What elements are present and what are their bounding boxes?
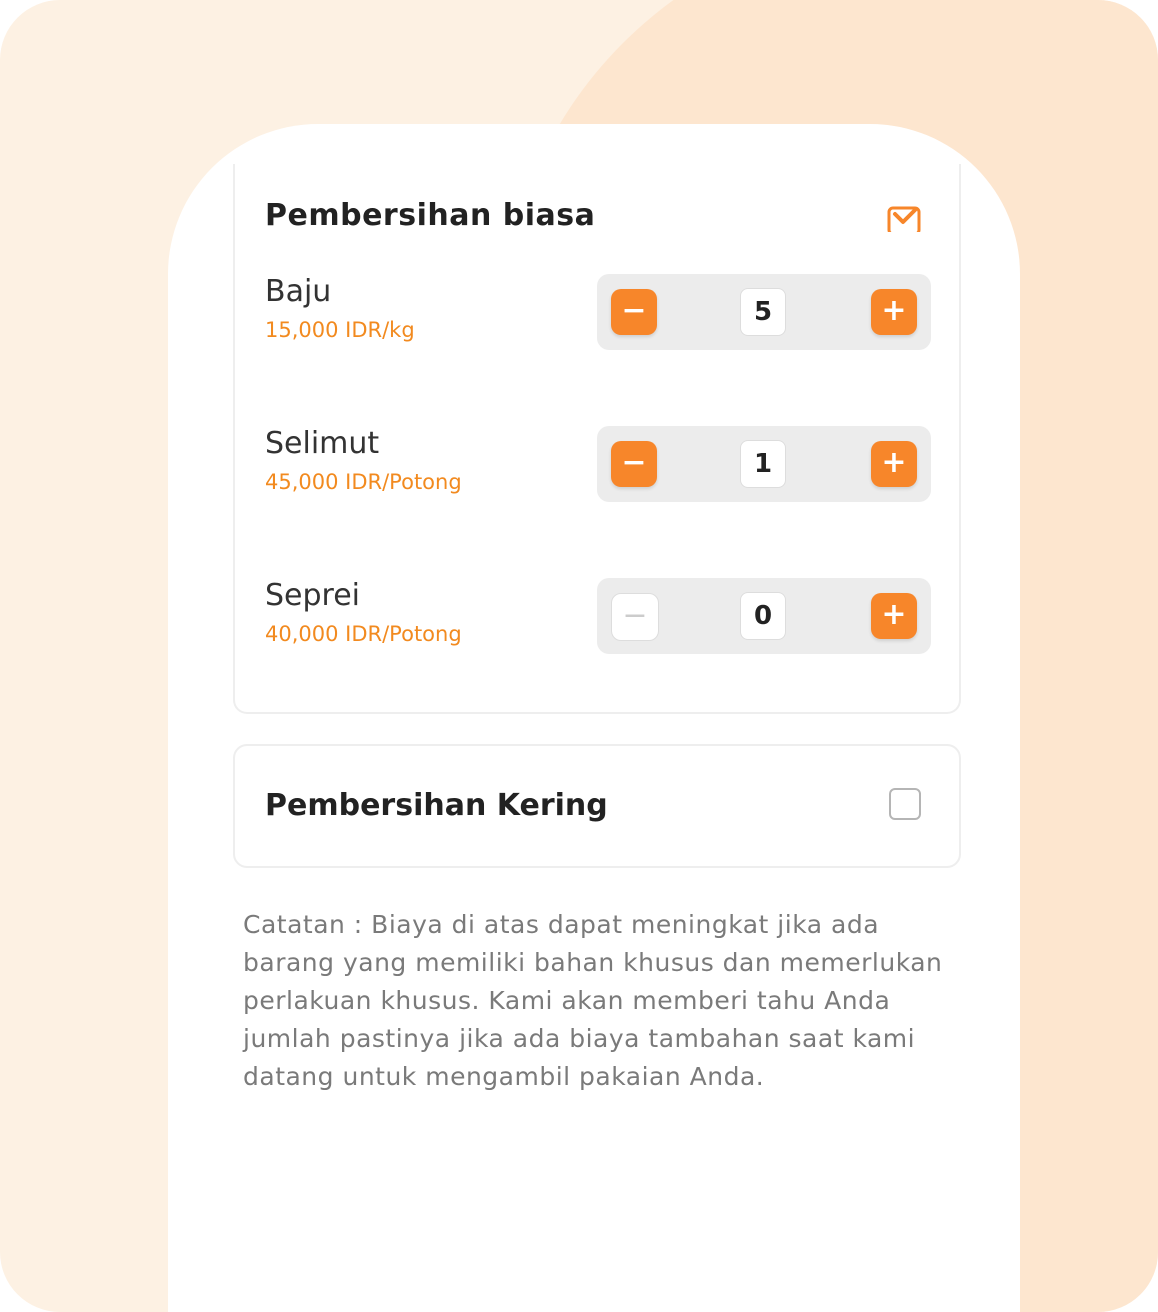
quantity-value: 5 — [740, 288, 786, 336]
checked-checkbox-icon[interactable] — [887, 206, 921, 232]
item-name: Seprei — [265, 578, 361, 613]
item-price: 40,000 IDR/Potong — [265, 622, 462, 646]
decrease-button[interactable]: − — [611, 441, 657, 487]
decrease-button[interactable]: − — [611, 289, 657, 335]
note-text: Catatan : Biaya di atas dapat meningkat jika ada barang yang memiliki bahan khusus dan memerlukan perlakuan khusus. Kami akan memberi tahu Anda jumlah pastinya jika ada biaya tambahan saat kami datang untuk mengambil pakaian Anda. — [243, 910, 943, 1091]
dry-cleaning-card[interactable] — [233, 744, 961, 868]
dry-cleaning-title: Pembersihan Kering — [265, 788, 608, 823]
increase-button[interactable]: + — [871, 289, 917, 335]
quantity-stepper — [597, 274, 931, 350]
item-name: Selimut — [265, 426, 380, 461]
quantity-stepper — [597, 578, 931, 654]
regular-cleaning-header[interactable] — [265, 184, 929, 234]
item-selimut — [265, 426, 929, 502]
increase-button[interactable]: + — [871, 441, 917, 487]
regular-cleaning-card — [233, 164, 961, 714]
regular-cleaning-title: Pembersihan biasa — [265, 198, 596, 233]
item-price: 45,000 IDR/Potong — [265, 470, 462, 494]
item-name: Baju — [265, 274, 332, 309]
quantity-value: 1 — [740, 440, 786, 488]
dry-cleaning-checkbox[interactable] — [889, 788, 921, 820]
item-price: 15,000 IDR/kg — [265, 318, 415, 342]
item-seprei — [265, 578, 929, 654]
quantity-stepper — [597, 426, 931, 502]
phone-screen — [168, 124, 1020, 1312]
quantity-value: 0 — [740, 592, 786, 640]
item-baju — [265, 274, 929, 350]
decrease-button[interactable]: − — [611, 593, 659, 641]
increase-button[interactable]: + — [871, 593, 917, 639]
